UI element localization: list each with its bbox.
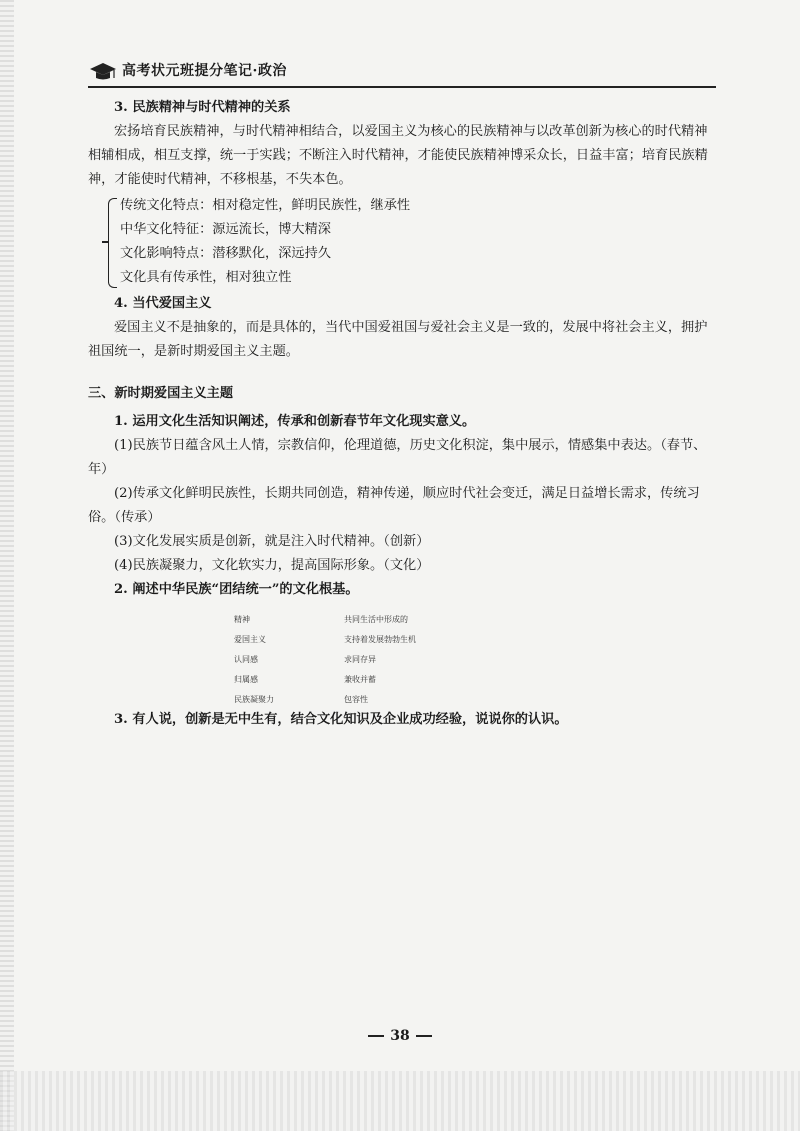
graduation-cap-icon <box>88 60 118 82</box>
dash-right <box>416 1035 432 1037</box>
main-section-heading: 三、新时期爱国主义主题 <box>88 386 234 401</box>
scan-edge-bottom <box>0 1071 800 1131</box>
brace-icon <box>108 198 117 288</box>
diagram-right-label: 求同存异 <box>344 655 376 664</box>
q3-title: 3. 有人说，创新是无中生有，结合文化知识及企业成功经验，说说你的认识。 <box>114 712 568 727</box>
q1-title: 1. 运用文化生活知识阐述，传承和创新春节年文化现实意义。 <box>114 414 476 429</box>
diagram-left-label: 精神 <box>234 615 250 624</box>
diagram-right-label: 兼收并蓄 <box>344 675 376 684</box>
section-3-heading: 3. 民族精神与时代精神的关系 <box>114 100 291 115</box>
page-content <box>88 96 716 732</box>
brace-list <box>88 194 716 290</box>
diagram-left-label: 爱国主义 <box>234 635 266 644</box>
section-4-paragraph: 爱国主义不是抽象的，而是具体的，当代中国爱祖国与爱社会主义是一致的，发展中将社会主义，拥护祖国统一，是新时期爱国主义主题。 <box>88 320 708 359</box>
q2-diagram <box>88 608 716 704</box>
diagram-right-label: 包容性 <box>344 695 368 704</box>
q1-point: (3)文化发展实质是创新，就是注入时代精神。（创新） <box>114 534 430 549</box>
q1-point: (4)民族凝聚力，文化软实力，提高国际形象。（文化） <box>114 558 430 573</box>
header-title: 高考状元班提分笔记·政治 <box>122 63 287 79</box>
brace-list-item: 中华文化特征：源远流长，博大精深 <box>120 222 331 237</box>
section-3-paragraph: 宏扬培育民族精神，与时代精神相结合，以爱国主义为核心的民族精神与以改革创新为核心的时代精神相辅相成，相互支撑，统一于实践；不断注入时代精神，才能使民族精神博采众长，日益丰富；培育民族精神，才能使时代精神，不移根基，不失本色。 <box>88 124 708 187</box>
q1-point: (1)民族节日蕴含风土人情，宗教信仰，伦理道德，历史文化积淀，集中展示，情感集中表达。（春节、年） <box>88 438 707 477</box>
diagram-right-label: 支持着发展勃勃生机 <box>344 635 416 644</box>
brace-list-item: 文化影响特点：潜移默化，深远持久 <box>120 246 331 261</box>
page-footer <box>0 1028 800 1044</box>
q1-point: (2)传承文化鲜明民族性，长期共同创造，精神传递，顺应时代社会变迁，满足日益增长需求，传统习俗。（传承） <box>88 486 700 525</box>
diagram-left-label: 民族凝聚力 <box>234 695 274 704</box>
diagram-left-label: 认同感 <box>234 655 258 664</box>
diagram-left-label: 归属感 <box>234 675 258 684</box>
scan-edge-left <box>0 0 14 1131</box>
diagram-right-label: 共同生活中形成的 <box>344 615 408 624</box>
brace-list-item: 传统文化特点：相对稳定性，鲜明民族性，继承性 <box>120 198 411 213</box>
page-number: 38 <box>390 1028 410 1044</box>
q2-title: 2. 阐述中华民族“团结统一”的文化根基。 <box>114 582 359 597</box>
page-header <box>88 58 716 88</box>
dash-left <box>368 1035 384 1037</box>
brace-list-item: 文化具有传承性，相对独立性 <box>120 270 292 285</box>
section-4-heading: 4. 当代爱国主义 <box>114 296 212 311</box>
